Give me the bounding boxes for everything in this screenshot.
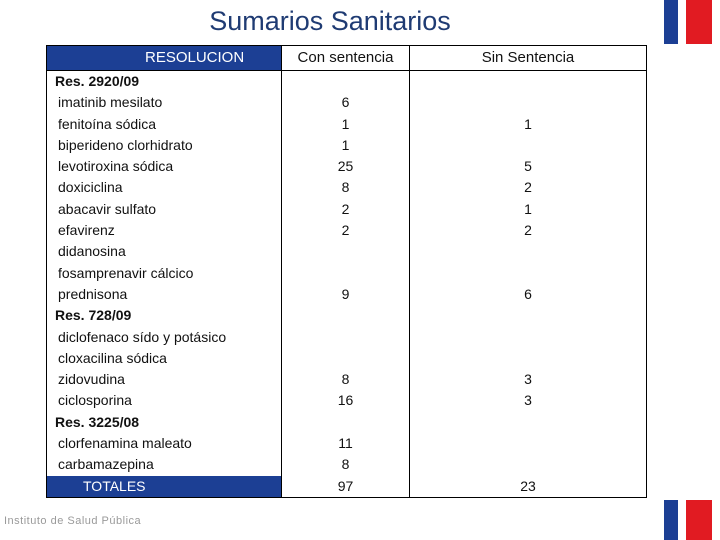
table-row (47, 433, 647, 454)
sin-sentencia-cell (410, 348, 647, 369)
table-row (47, 327, 647, 348)
sin-sentencia-cell: 2 (410, 220, 647, 241)
row-label: Res. 3225/08 (47, 412, 282, 433)
con-sentencia-cell: 8 (282, 369, 410, 390)
chile-flag-stripe-bottom (664, 500, 712, 540)
totals-con-sentencia: 97 (282, 476, 410, 498)
sin-sentencia-cell (410, 71, 647, 93)
row-label: Res. 728/09 (47, 305, 282, 326)
row-label: efavirenz (47, 220, 282, 241)
con-sentencia-cell: 9 (282, 284, 410, 305)
table-row (47, 369, 647, 390)
group-row (47, 71, 647, 93)
row-label: prednisona (47, 284, 282, 305)
sin-sentencia-cell (410, 327, 647, 348)
row-label: didanosina (47, 241, 282, 262)
sin-sentencia-cell: 3 (410, 369, 647, 390)
row-label: carbamazepina (47, 454, 282, 475)
con-sentencia-cell (282, 327, 410, 348)
sin-sentencia-cell: 5 (410, 156, 647, 177)
row-label: levotiroxina sódica (47, 156, 282, 177)
con-sentencia-cell (282, 348, 410, 369)
con-sentencia-cell: 6 (282, 92, 410, 113)
sin-sentencia-cell (410, 92, 647, 113)
table-row (47, 92, 647, 113)
con-sentencia-cell: 2 (282, 220, 410, 241)
row-label: clorfenamina maleato (47, 433, 282, 454)
chile-flag-stripe-top (664, 0, 712, 44)
sin-sentencia-cell (410, 433, 647, 454)
con-sentencia-cell: 11 (282, 433, 410, 454)
row-label: cloxacilina sódica (47, 348, 282, 369)
sin-sentencia-cell (410, 305, 647, 326)
sumarios-table (46, 45, 647, 498)
table-row (47, 390, 647, 411)
table-row (47, 284, 647, 305)
con-sentencia-cell: 2 (282, 199, 410, 220)
con-sentencia-cell: 1 (282, 114, 410, 135)
row-label: fosamprenavir cálcico (47, 263, 282, 284)
row-label: doxiciclina (47, 177, 282, 198)
group-row (47, 305, 647, 326)
table-row (47, 348, 647, 369)
table-row (47, 156, 647, 177)
con-sentencia-cell (282, 71, 410, 93)
con-sentencia-cell: 25 (282, 156, 410, 177)
sin-sentencia-cell (410, 241, 647, 262)
con-sentencia-cell: 16 (282, 390, 410, 411)
table-row (47, 135, 647, 156)
column-header-con-sentencia: Con sentencia (282, 46, 410, 71)
group-row (47, 412, 647, 433)
footer-institution: Instituto de Salud Pública (4, 515, 142, 527)
con-sentencia-cell: 8 (282, 454, 410, 475)
row-label: Res. 2920/09 (47, 71, 282, 93)
row-label: imatinib mesilato (47, 92, 282, 113)
sin-sentencia-cell (410, 135, 647, 156)
table-header-row (47, 46, 647, 71)
totals-row (47, 476, 647, 498)
table-row (47, 199, 647, 220)
row-label: fenitoína sódica (47, 114, 282, 135)
sin-sentencia-cell: 1 (410, 114, 647, 135)
totals-label: TOTALES (47, 476, 282, 498)
table-row (47, 114, 647, 135)
con-sentencia-cell: 1 (282, 135, 410, 156)
row-label: diclofenaco sído y potásico (47, 327, 282, 348)
sin-sentencia-cell: 3 (410, 390, 647, 411)
table-row (47, 241, 647, 262)
sin-sentencia-cell (410, 412, 647, 433)
con-sentencia-cell (282, 412, 410, 433)
table-row (47, 220, 647, 241)
totals-sin-sentencia: 23 (410, 476, 647, 498)
con-sentencia-cell (282, 263, 410, 284)
row-label: biperideno clorhidrato (47, 135, 282, 156)
con-sentencia-cell (282, 305, 410, 326)
sin-sentencia-cell: 2 (410, 177, 647, 198)
sin-sentencia-cell: 1 (410, 199, 647, 220)
sin-sentencia-cell (410, 263, 647, 284)
con-sentencia-cell (282, 241, 410, 262)
page-title: Sumarios Sanitarios (209, 6, 451, 36)
sin-sentencia-cell: 6 (410, 284, 647, 305)
row-label: zidovudina (47, 369, 282, 390)
row-label: abacavir sulfato (47, 199, 282, 220)
row-label: ciclosporina (47, 390, 282, 411)
con-sentencia-cell: 8 (282, 177, 410, 198)
table-row (47, 454, 647, 475)
sin-sentencia-cell (410, 454, 647, 475)
column-header-resolucion: RESOLUCION (47, 46, 282, 71)
column-header-sin-sentencia: Sin Sentencia (410, 46, 647, 71)
table-row (47, 177, 647, 198)
table-row (47, 263, 647, 284)
